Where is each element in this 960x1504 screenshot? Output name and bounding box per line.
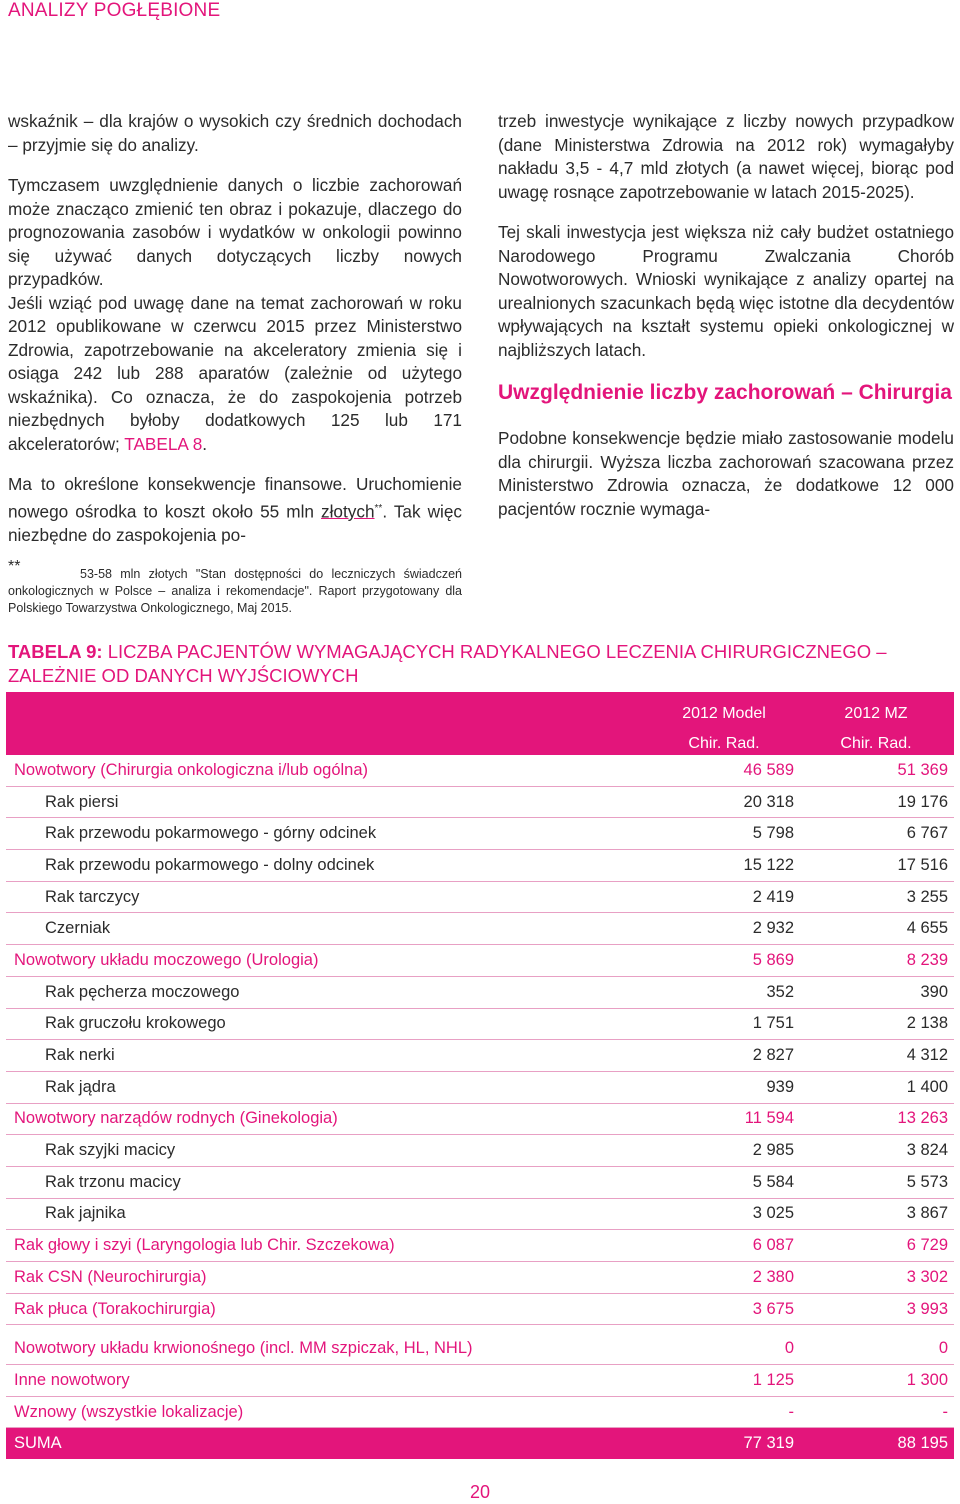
subheading: Uwzględnienie liczby zachorowań – Chirurgia [498,381,952,404]
table-reference-link[interactable]: TABELA 8 [124,433,203,454]
cell-mz: 390 [802,976,954,1008]
paragraph-text: Jeśli wziąć pod uwagę dane na temat zachorowań w roku 2012 opublikowane w czerwcu 2015 przez Ministerstwo Zdrowia, zapotrzebowanie na akceleratory zmienia się i osiąga 242 lub 288 aparatów (zależnie od użytego wskaźnika). Co oznacza, że do zaspokojenia potrzeb niezbędnych byłoby dodatkowych 125 lub 171 akceleratorów; [8,292,462,454]
cell-model: 20 318 [644,786,802,818]
table-row [6,1365,954,1397]
paragraph-text: . Tak więc niezbędne do zaspokojenia po- [8,501,462,545]
table-row [6,786,954,818]
table-row [6,1262,954,1294]
cell-model: 1 751 [644,1008,802,1040]
table-row [6,913,954,945]
row-label: Rak szyjki macicy [6,1135,644,1167]
table-title [8,640,960,688]
cell-model: - [644,1396,802,1428]
paragraph: Tej skali inwestycja jest większa niż cały budżet ostatniego Narodowego Programu Zwalczania Chorób Nowotworowych. Wnioski wynikające z analizy opartej na urealnionych szacunkach będą więc istotne dla decydentów wpływających na kształt systemu opieki onkologicznej w najbliższych latach. [498,222,954,360]
cell-model: 2 985 [644,1135,802,1167]
table-header [6,692,954,755]
cell-mz: 17 516 [802,850,954,882]
cell-model: 5 584 [644,1166,802,1198]
table-caption: LICZBA PACJENTÓW WYMAGAJĄCYCH RADYKALNEGO LECZENIA CHIRURGICZNEGO – ZALEŻNIE OD DANYCH WYJŚCIOWYCH [8,641,887,686]
table-row [6,1198,954,1230]
cell-mz: 1 300 [802,1365,954,1397]
cell-model: 1 125 [644,1365,802,1397]
cell-mz: 5 573 [802,1166,954,1198]
cell-mz: 3 824 [802,1135,954,1167]
cell-mz: 4 655 [802,913,954,945]
cell-model: 46 589 [644,755,802,786]
table-row [6,945,954,977]
left-column [8,110,462,564]
row-label: Rak trzonu macicy [6,1166,644,1198]
column-header-line: 2012 Model [682,705,766,722]
cell-mz: 0 [802,1325,954,1365]
table-row [6,755,954,786]
row-label: Rak przewodu pokarmowego - dolny odcinek [6,850,644,882]
row-label: Rak pęcherza moczowego [6,976,644,1008]
footnote-ref[interactable]: ** [374,502,383,514]
table-row [6,1166,954,1198]
row-label: Nowotwory układu krwionośnego (incl. MM szpiczak, HL, NHL) [6,1325,644,1365]
cell-model: 2 827 [644,1040,802,1072]
table-row [6,1135,954,1167]
cell-model: 5 869 [644,945,802,977]
row-label: Rak CSN (Neurochirurgia) [6,1262,644,1294]
cell-model: 3 025 [644,1198,802,1230]
section-header: ANALIZY POGŁĘBIONE [8,0,221,21]
cell-mz: 3 255 [802,881,954,913]
cell-model: 352 [644,976,802,1008]
table-row [6,1293,954,1325]
table-row [6,1071,954,1103]
column-header-mz [806,699,946,759]
data-table [6,692,954,1459]
paragraph [8,473,462,547]
cell-mz: 2 138 [802,1008,954,1040]
table-row [6,1103,954,1135]
cell-mz: 1 400 [802,1071,954,1103]
row-label: Czerniak [6,913,644,945]
table-number: TABELA 9: [8,641,103,662]
cell-mz: 4 312 [802,1040,954,1072]
row-label: Inne nowotwory [6,1365,644,1397]
table-row [6,1396,954,1428]
cell-mz: 19 176 [802,786,954,818]
paragraph-text: Ma to określone konsekwencje finansowe. Uruchomienie nowego ośrodka to koszt około 55 mln [8,474,462,522]
footnote-text: 53-58 mln złotych "Stan dostępności do leczniczych świadczeń onkologicznych w Polsce – analiza i rekomendacje". Raport przygotowany dla Polskiego Towarzystwa Onkologicznego, Maj 2015. [8,567,462,615]
row-label: Rak piersi [6,786,644,818]
cell-model: 0 [644,1325,802,1365]
table-row [6,1040,954,1072]
cell-mz: - [802,1396,954,1428]
paragraph [8,292,462,457]
row-label: Rak przewodu pokarmowego - górny odcinek [6,818,644,850]
table-row [6,850,954,882]
row-label: Rak głowy i szyi (Laryngologia lub Chir. Szczekowa) [6,1230,644,1262]
cell-mz: 6 729 [802,1230,954,1262]
cell-mz: 8 239 [802,945,954,977]
column-header-line: 2012 MZ [844,705,908,722]
paragraph: trzeb inwestycje wynikające z liczby nowych przypadkow (dane Ministerstwa Zdrowia na 2012 rok) wymagałyby nakładu 3,5 - 4,7 mld złotych (a nawet więcej, biorąc pod uwagę rosnące zapotrzebowanie w latach 2015-2025). [498,111,954,202]
cell-mz: 13 263 [802,1103,954,1135]
table-row [6,1325,954,1365]
column-header-model [654,699,794,759]
cell-mz: 6 767 [802,818,954,850]
paragraph: wskaźnik – dla krajów o wysokich czy średnich dochodach – przyjmie się do analizy. [8,111,462,155]
table-row [6,1428,954,1459]
table-row [6,1230,954,1262]
cell-model: 11 594 [644,1103,802,1135]
table-row [6,1008,954,1040]
cell-model: 3 675 [644,1293,802,1325]
cell-mz: 3 302 [802,1262,954,1294]
column-header-line: Chir. Rad. [688,735,760,752]
table-row [6,818,954,850]
table-row [6,976,954,1008]
cell-mz: 3 993 [802,1293,954,1325]
cell-model: 2 419 [644,881,802,913]
row-label: Rak jajnika [6,1198,644,1230]
page-number: 20 [469,1482,491,1502]
right-column [498,110,954,538]
row-label: Nowotwory (Chirurgia onkologiczna i/lub ogólna) [6,755,644,786]
cell-model: 6 087 [644,1230,802,1262]
row-label: Rak jądra [6,1071,644,1103]
row-label: Wznowy (wszystkie lokalizacje) [6,1396,644,1428]
underlined-word: złotych [321,501,375,522]
cell-model: 15 122 [644,850,802,882]
cell-model: 2 380 [644,1262,802,1294]
row-label: Nowotwory narządów rodnych (Ginekologia) [6,1103,644,1135]
cell-mz: 88 195 [802,1428,954,1459]
cell-model: 77 319 [644,1428,802,1459]
column-header-line: Chir. Rad. [840,735,912,752]
cell-mz: 51 369 [802,755,954,786]
row-label: Rak płuca (Torakochirurgia) [6,1293,644,1325]
row-label: Rak tarczycy [6,881,644,913]
paragraph-end: . [202,433,208,454]
row-label: SUMA [6,1428,644,1459]
paragraph: Podobne konsekwencje będzie miało zastosowanie modelu dla chirurgii. Wyższa liczba zachorowań szacowana przez Ministerstwo Zdrowia oznacza, że dodatkowe 12 000 pacjentów rocznie wymaga- [498,428,954,519]
row-label: Rak gruczołu krokowego [6,1008,644,1040]
footnote-mark: ** [8,558,21,575]
table-body [6,755,954,1459]
row-label: Rak nerki [6,1040,644,1072]
cell-model: 5 798 [644,818,802,850]
table-row [6,881,954,913]
paragraph: Tymczasem uwzględnienie danych o liczbie zachorowań może znacząco zmienić ten obraz i pokazuje, dlaczego do prognozowania zasobów i wydatków w onkologii powinno się używać danych dotyczących liczby nowych przypadków. [8,175,462,289]
row-label: Nowotwory układu moczowego (Urologia) [6,945,644,977]
cell-mz: 3 867 [802,1198,954,1230]
footnote [8,558,462,617]
cell-model: 2 932 [644,913,802,945]
cell-model: 939 [644,1071,802,1103]
